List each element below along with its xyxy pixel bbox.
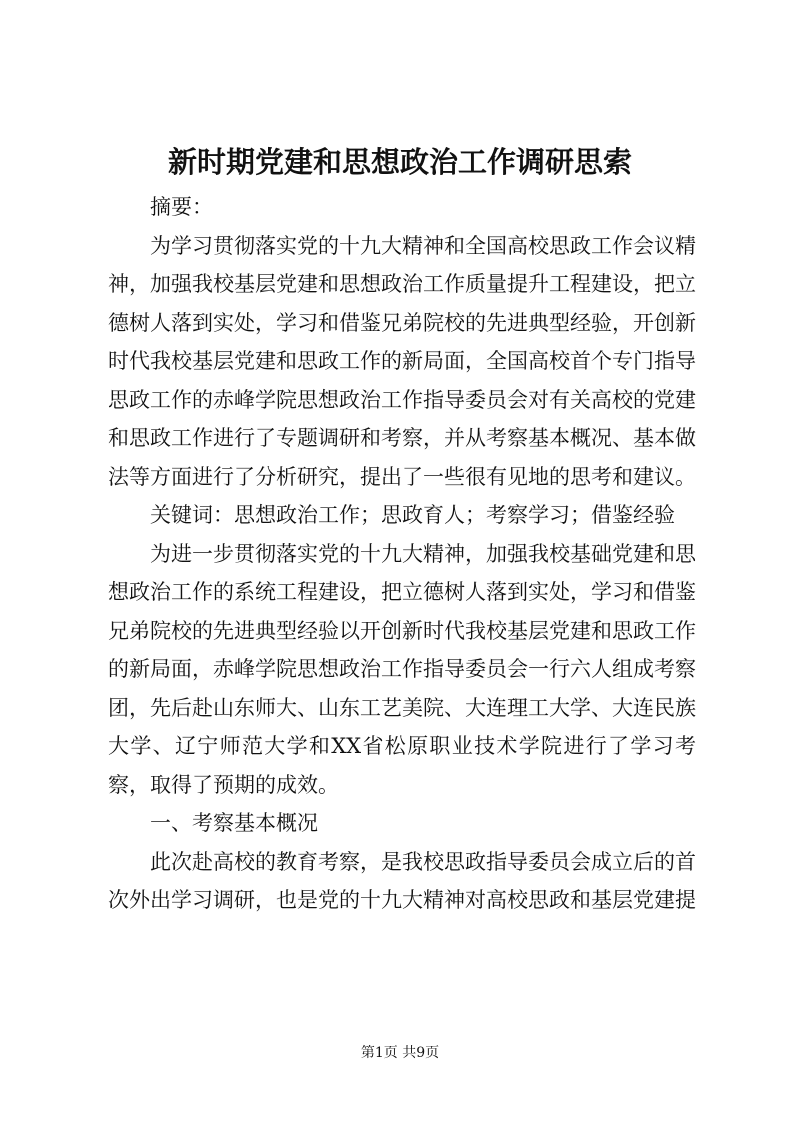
- section-heading: 一、考察基本概况: [150, 811, 318, 835]
- section-paragraph: 此次赴高校的教育考察，是我校思政指导委员会成立后的首次外出学习调研，也是党的十九大精神对高校思政和基层党建提: [108, 849, 696, 912]
- document-title: 新时期党建和思想政治工作调研思索: [167, 145, 632, 179]
- keywords-line: 关键词：思想政治工作；思政育人；考察学习；借鉴经验: [150, 503, 675, 527]
- abstract-paragraph: 为学习贯彻落实党的十九大精神和全国高校思政工作会议精神，加强我校基层党建和思想政治工作质量提升工程建设，把立德树人落到实处，学习和借鉴兄弟院校的先进典型经验，开创新时代我校基层党建和思政工作的新局面，全国高校首个专门指导思政工作的赤峰学院思想政治工作指导委员会对有关高校的党建和思政工作进行了专题调研和考察，并从考察基本概况、基本做法等方面进行了分析研究，提出了一些很有见地的思考和建议。: [108, 233, 696, 489]
- intro-paragraph: 为进一步贯彻落实党的十九大精神，加强我校基础党建和思想政治工作的系统工程建设，把立德树人落到实处，学习和借鉴兄弟院校的先进典型经验以开创新时代我校基层党建和思政工作的新局面，赤峰学院思想政治工作指导委员会一行六人组成考察团，先后赴山东师大、山东工艺美院、大连理工大学、大连民族大学、辽宁师范大学和XX省松原职业技术学院进行了学习考察，取得了预期的成效。: [108, 541, 696, 797]
- page-footer: 第1页 共9页: [360, 1045, 440, 1061]
- document-body: [108, 188, 696, 920]
- abstract-label: 摘要：: [150, 195, 213, 219]
